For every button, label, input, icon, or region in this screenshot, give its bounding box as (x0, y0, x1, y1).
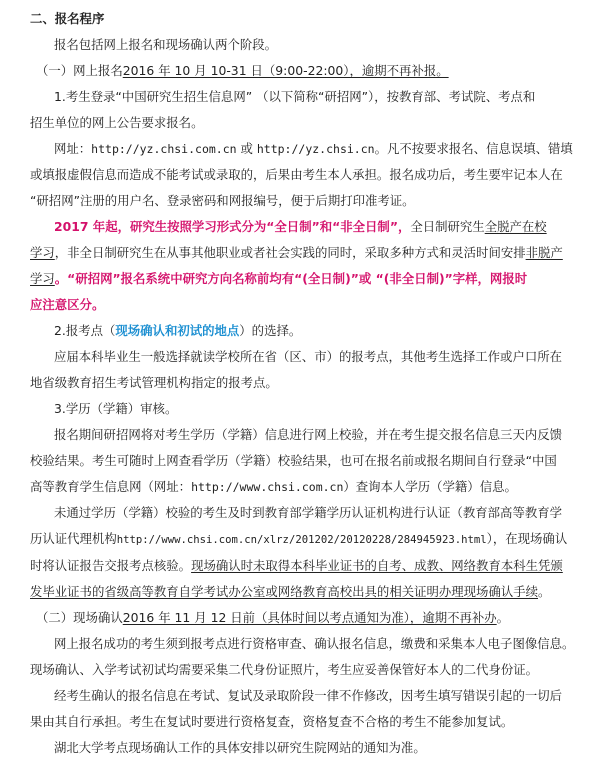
notice-2017-fulltime: 全日制研究生 (410, 219, 485, 234)
notice-2017-line1 (30, 214, 578, 240)
item3-line4: 未通过学历（学籍）校验的考生及时到教育部学籍学历认证机构进行认证（教育部高等教育学 (54, 505, 563, 520)
item3-line5 (30, 526, 578, 553)
item3-line1: 报名期间研招网将对考生学历（学籍）信息进行网上校验，并在考生提交报名信息三天内反馈 (54, 427, 563, 442)
item3-line7-underlined: 发毕业证书的省级高等教育自学考试办公室或网络教育高校出具的相关证明办理现场确认手续 (30, 584, 539, 599)
online-registration-heading (30, 58, 578, 84)
onsite-confirmation-date: 2016 年 11 月 12 日前（具体时间以考点通知为准），逾期不再补办 (122, 610, 497, 625)
item3-line5-a: 历认证代理机构 (30, 531, 117, 546)
onsite-line1: 网上报名成功的考生须到报考点进行资格审查、确认报名信息，缴费和采集本人电子图像信息。 (54, 636, 575, 651)
notice-2017-study-underlined-2: 学习 (30, 271, 55, 286)
notice-2017-parttime: ，非全日制研究生在从事其他职业或者社会实践的同时，采取多种方式和灵活时间安排 (54, 245, 526, 260)
item2-suffix: ）的选择。 (239, 323, 302, 338)
item2-title (30, 318, 578, 344)
item1-website-line (30, 136, 578, 162)
notice-2017-fulltime-underlined: 全脱产在校 (484, 219, 547, 234)
item1-line3: “研招网”注册的用户名、登录密码和网报编号，便于后期打印准考证。 (30, 193, 415, 208)
onsite-confirmation-end: 。 (496, 610, 510, 625)
intro-text: 报名包括网上报名和现场确认两个阶段。 (54, 37, 278, 52)
notice-2017-highlight: 2017 年起，研究生按照学习形式分为“全日制”和“非全日制”， (54, 219, 411, 234)
item3-line6 (30, 553, 578, 579)
onsite-line4: 果由其自行承担。考生在复试时要进行资格复查，资格复查不合格的考生不能参加复试。 (30, 714, 514, 729)
url-xlrz[interactable]: http://www.chsi.com.cn/xlrz/201202/20120228/284945923.html (116, 534, 487, 546)
url-yz-chsi-cn[interactable]: http://yz.chsi.cn (256, 142, 375, 156)
online-registration-label: （一）网上报名 (36, 63, 123, 78)
onsite-confirmation-label: （二）现场确认 (36, 610, 123, 625)
onsite-confirmation-heading (30, 605, 578, 631)
item3-line3-a: 高等教育学生信息网（网址： (30, 479, 192, 494)
item2-line1: 应届本科毕业生一般选择就读学校所在省（区、市）的报考点，其他考生选择工作或户口所在 (54, 349, 563, 364)
item1-title-line1: 1.考生登录“中国研究生招生信息网” （以下简称“研招网”），按教育部、考试院、考点和 (54, 89, 536, 104)
notice-2017-line2 (30, 240, 578, 266)
url-yz-chsi-com-cn[interactable]: http://yz.chsi.com.cn (91, 142, 237, 156)
onsite-line3: 经考生确认的报名信息在考试、复试及录取阶段一律不作修改，因考生填写错误引起的一切后 (54, 688, 563, 703)
notice-2017-parttime-underlined: 非脱产 (525, 245, 563, 260)
item3-line6-a: 时将认证报告交报考点核验。 (30, 558, 192, 573)
url-chsi-com-cn[interactable]: http://www.chsi.com.cn (191, 480, 344, 494)
item3-line2: 校验结果。考生可随时上网查看学历（学籍）校验结果，也可在报名前或报名期间自行登录“中国 (30, 453, 557, 468)
item3-line6-underlined: 现场确认时未取得本科毕业证书的自考、成教、网络教育本科生凭颁 (191, 558, 563, 573)
notice-2017-system-note: 。“研招网”报名系统中研究方向名称前均有“(全日制)”或 “(非全日制)”字样，网报时 (54, 271, 528, 286)
onsite-line5: 湖北大学考点现场确认工作的具体安排以研究生院网站的通知为准。 (54, 740, 426, 755)
notice-2017-line3 (30, 266, 578, 292)
website-rest: 。凡不按要求报名、信息误填、错填 (374, 141, 573, 156)
or-text: 或 (236, 141, 257, 156)
item3-line3 (30, 474, 578, 500)
item3-line7-end: 。 (538, 584, 551, 599)
notice-2017-line4: 应注意区分。 (30, 297, 105, 312)
website-label: 网址： (54, 141, 92, 156)
item3-line5-b: ），在现场确认 (486, 531, 568, 546)
online-registration-date: 2016 年 10 月 10-31 日（9:00-22:00），逾期不再补报。 (122, 63, 449, 78)
item2-highlight: 现场确认和初试的地点 (115, 323, 240, 338)
item3-line3-b: ）查询本人学历（学籍）信息。 (343, 479, 517, 494)
onsite-line2: 现场确认、入学考试初试均需要采集二代身份证照片，考生应妥善保管好本人的二代身份证。 (30, 662, 539, 677)
item2-line2: 地省级教育招生考试管理机构指定的报考点。 (30, 375, 278, 390)
item1-line2: 或填报虚假信息而造成不能考试或录取的，后果由考生本人承担。报名成功后，考生要牢记本人在 (30, 167, 563, 182)
notice-2017-study-underlined: 学习 (30, 245, 55, 260)
item3-line7 (30, 579, 578, 605)
item1-title-line2: 招生单位的网上公告要求报名。 (30, 115, 204, 130)
item2-prefix: 2.报考点（ (54, 323, 116, 338)
section-title: 二、报名程序 (30, 11, 105, 26)
item3-title: 3.学历（学籍）审核。 (54, 401, 178, 416)
